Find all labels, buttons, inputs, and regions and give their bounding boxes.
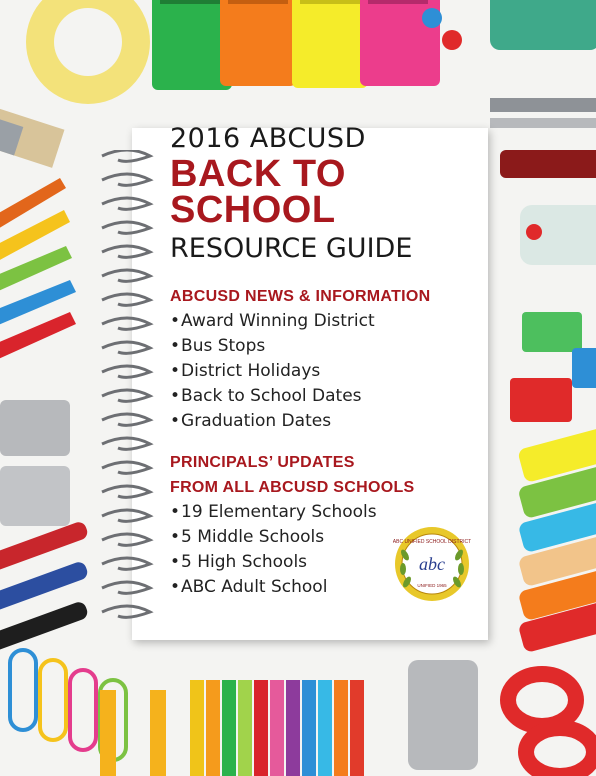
pencils-bottom-icon <box>100 680 364 776</box>
year-title: 2016 ABCUSD <box>170 123 366 154</box>
list-item: • 5 High Schools <box>170 550 490 575</box>
marker-icon <box>500 150 596 178</box>
tape-roll-icon <box>26 0 150 104</box>
section-heading-principals: PRINCIPALS’ UPDATES <box>170 454 355 471</box>
highlighters-icon <box>152 0 440 90</box>
paintbrush-icon <box>0 108 64 168</box>
list-item: • 19 Elementary Schools <box>170 500 490 525</box>
seal-ring-text: ABC UNIFIED SCHOOL DISTRICT <box>393 539 471 545</box>
hole-punch-icon <box>408 660 478 770</box>
section-heading-news: ABCUSD NEWS & INFORMATION <box>170 288 431 305</box>
seal-founded-text: UNIFIED 1965 <box>417 583 447 588</box>
list-item: • District Holidays <box>170 359 490 384</box>
list-item: • Back to School Dates <box>170 384 490 409</box>
binder-clip-icon <box>0 400 70 526</box>
section-heading-schools: FROM ALL ABCUSD SCHOOLS <box>170 479 415 496</box>
scissors-icon <box>508 674 594 776</box>
correction-tape-icon <box>520 205 596 265</box>
colored-pencils-icon <box>0 178 76 360</box>
spiral-binding-icon <box>98 150 158 630</box>
compass-icon <box>490 98 596 128</box>
list-item: • ABC Adult School <box>170 575 490 600</box>
district-seal-logo <box>393 525 471 603</box>
sharpener-icon <box>510 312 596 422</box>
pens-icon <box>0 520 89 655</box>
stapler-icon <box>422 0 596 50</box>
list-item: • Award Winning District <box>170 309 490 334</box>
seal-monogram: abc <box>419 554 445 574</box>
list-item: • Graduation Dates <box>170 409 490 434</box>
list-item: • 5 Middle Schools <box>170 525 490 550</box>
headline-school: SCHOOL <box>170 189 336 231</box>
crayons-icon <box>517 427 596 653</box>
news-list <box>170 309 490 434</box>
headline-back-to: BACK TO <box>170 153 346 195</box>
subtitle-resource-guide: RESOURCE GUIDE <box>170 233 413 264</box>
list-item: • Bus Stops <box>170 334 490 359</box>
